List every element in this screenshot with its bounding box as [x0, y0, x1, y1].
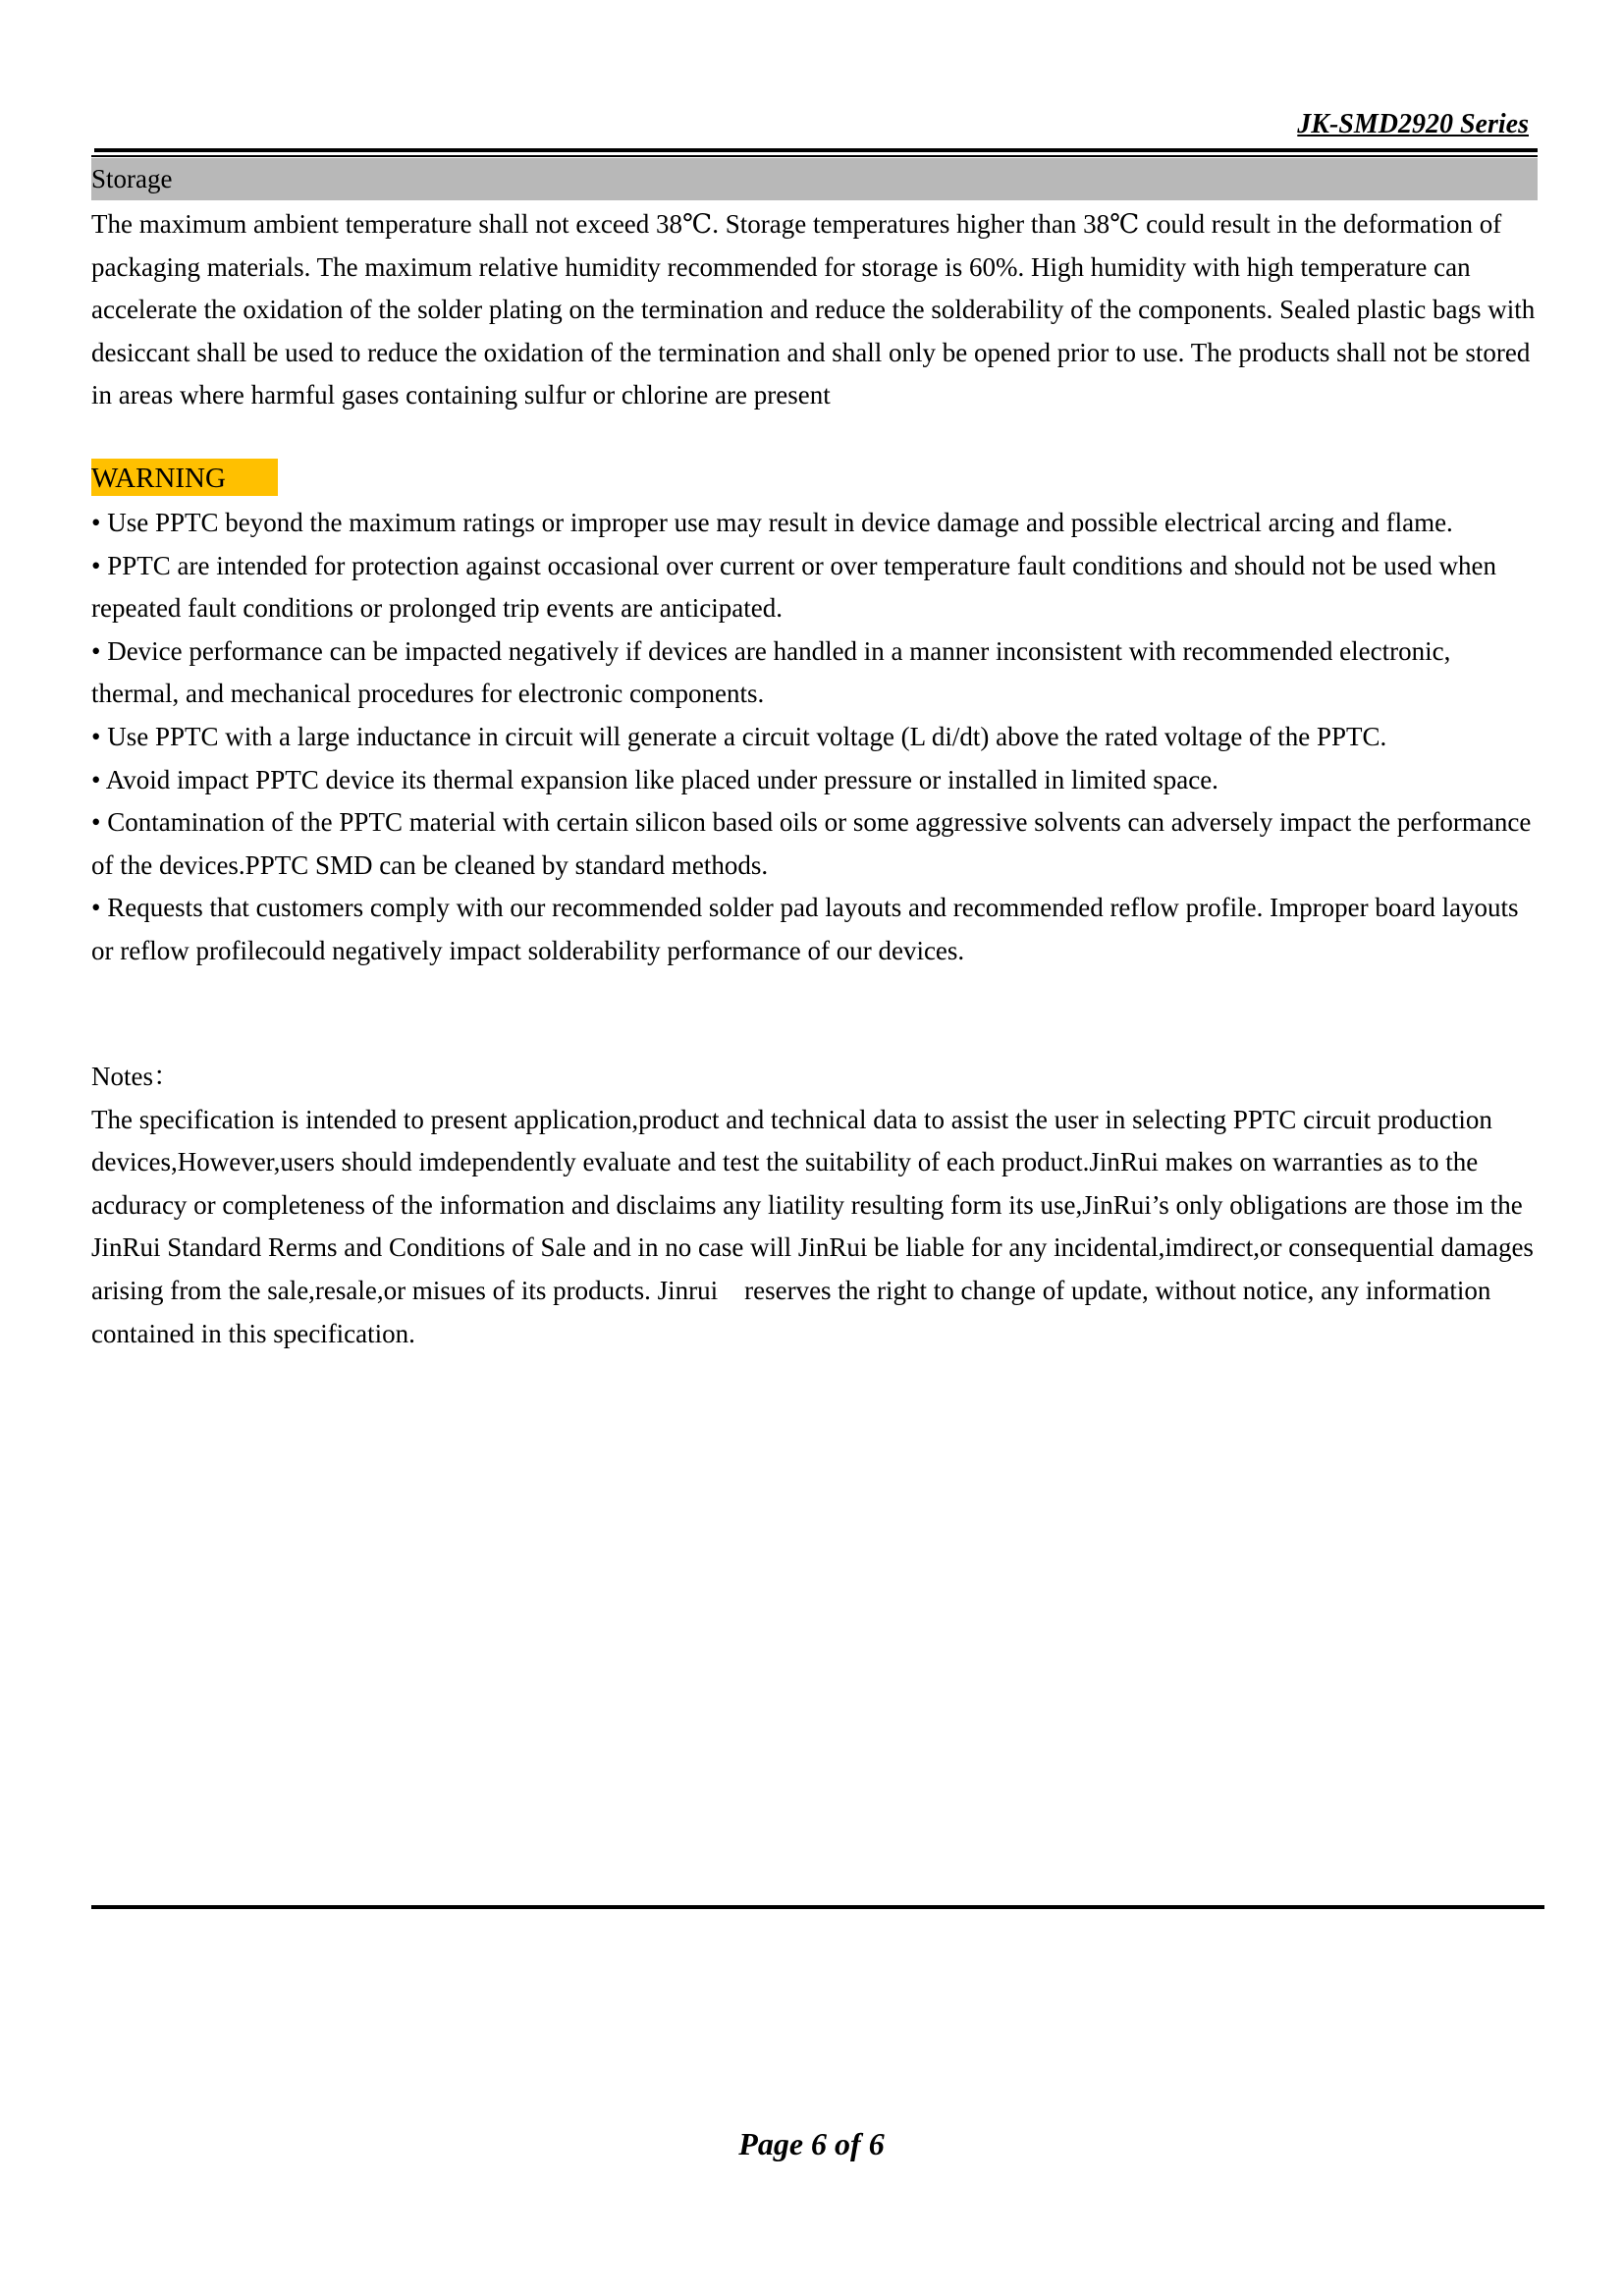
warning-item: • Use PPTC with a large inductance in circuit will generate a circuit voltage (L di/dt) above the rated voltage of the PPTC.	[91, 721, 1387, 751]
warning-item: • Device performance can be impacted negatively if devices are handled in a manner inconsistent with recommended electronic, thermal, and mechanical procedures for electronic components.	[91, 635, 1451, 709]
header-rule-thick	[94, 148, 1538, 152]
storage-text: The maximum ambient temperature shall not exceed 38℃. Storage temperatures higher than 38℃ could result in the deformation of packaging materials. The maximum relative humidity recommended for storage is 60%. High humidity with high temperature can accelerate the oxidation of the solder plating on the termination and reduce the solderability of the components. Sealed plastic bags with desiccant shall be used to reduce the oxidation of the termination and shall only be opened prior to use. The products shall not be stored in areas where harmful gases containing sulfur or chlorine are present	[91, 209, 1536, 410]
warning-item: • PPTC are intended for protection against occasional over current or over temperature fault conditions and should not be used when repeated fault conditions or prolonged trip events are anticipated.	[91, 550, 1497, 624]
header-rule-thin	[91, 155, 1538, 157]
notes-section	[91, 1056, 1544, 1355]
footer-rule	[91, 1905, 1544, 1909]
warning-item: • Use PPTC beyond the maximum ratings or improper use may result in device damage and possible electrical arcing and flame.	[91, 508, 1453, 537]
page-number: Page 6 of 6	[738, 2126, 885, 2161]
warning-item: • Avoid impact PPTC device its thermal expansion like placed under pressure or installed in limited space.	[91, 764, 1218, 794]
storage-paragraph	[91, 203, 1544, 417]
warning-list	[91, 502, 1544, 973]
warning-item: • Contamination of the PPTC material with certain silicon based oils or some aggressive solvents can adversely impact the performance of the devices.PPTC SMD can be cleaned by standard methods.	[91, 807, 1532, 880]
storage-section-heading: Storage	[91, 158, 1538, 200]
warning-item: • Requests that customers comply with our recommended solder pad layouts and recommended reflow profile. Improper board layouts or reflow profilecould negatively impact solderability performance of our devices.	[91, 893, 1519, 965]
warning-heading: WARNING	[91, 459, 278, 496]
series-title: JK-SMD2920 Series	[1297, 109, 1529, 139]
notes-heading: Notes：	[91, 1062, 180, 1091]
notes-text: The specification is intended to present application,product and technical data to assist the user in selecting PPTC circuit production devices,However,users should imdependently evaluate and test the suitability of each product.JinRui makes on warranties as to the acduracy or completeness of the information and disclaims any liatility resulting form its use,JinRui’s only obligations are those im the JinRui Standard Rerms and Conditions of Sale and in no case will JinRui be liable for any incidental,imdirect,or consequential damages arising from the sale,resale,or misues of its products. Jinrui reserves the right to change of update, without notice, any information contained in this specification.	[91, 1104, 1541, 1348]
